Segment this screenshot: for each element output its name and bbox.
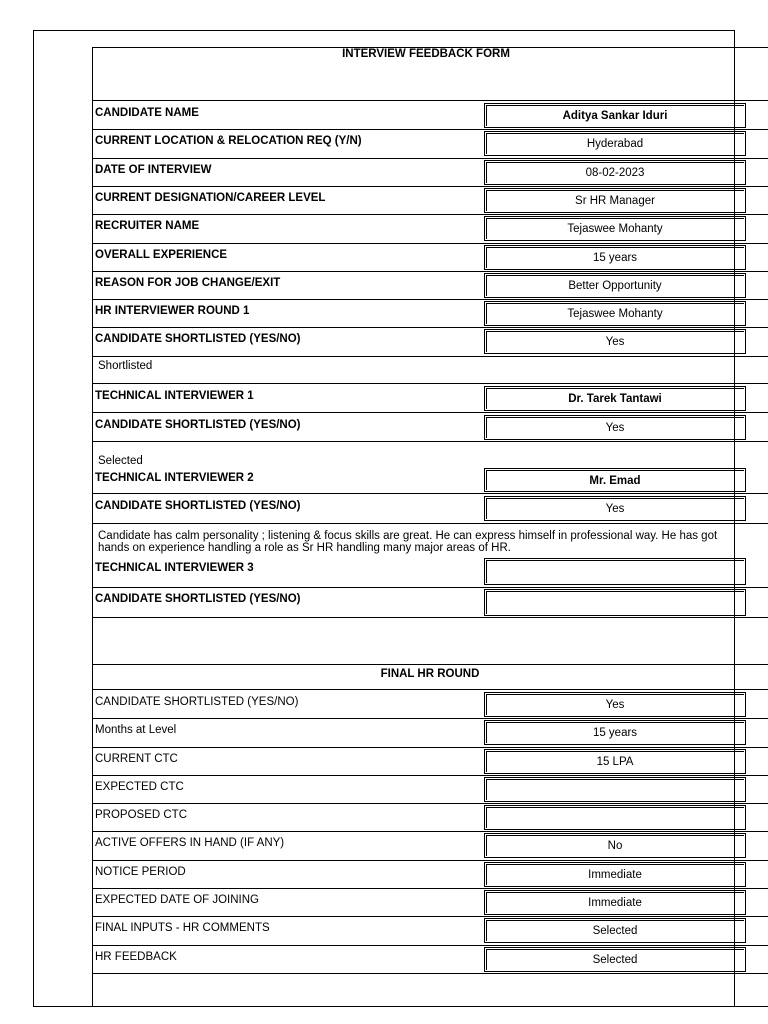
tech3-shortlisted-row (92, 587, 768, 617)
field-value (484, 558, 746, 585)
field-label: CURRENT CTC (95, 753, 178, 765)
tech2-shortlisted-row (92, 494, 768, 522)
field-value: 15 years (484, 245, 746, 270)
final-row (92, 690, 768, 718)
final-row (92, 860, 768, 888)
field-label: DATE OF INTERVIEW (95, 164, 212, 176)
tech2-interviewer-row (92, 466, 768, 493)
field-label: EXPECTED CTC (95, 781, 184, 793)
field-label: ACTIVE OFFERS IN HAND (IF ANY) (95, 837, 285, 849)
field-value: Selected (484, 918, 746, 943)
field-label: CANDIDATE NAME (95, 107, 199, 119)
field-label: REASON FOR JOB CHANGE/EXIT (95, 277, 281, 289)
form-title: INTERVIEW FEEDBACK FORM (342, 48, 510, 60)
tech2-comment: Candidate has calm personality ; listening & focus skills are great. He can express himself in professional way. He has got hands on experience handling a role as Sr HR handling many major areas of HR. (98, 530, 718, 554)
field-label: CURRENT LOCATION & RELOCATION REQ (Y/N) (95, 135, 362, 147)
field-label: CURRENT DESIGNATION/CAREER LEVEL (95, 192, 326, 204)
field-value: 15 LPA (484, 749, 746, 774)
field-label: TECHNICAL INTERVIEWER 1 (95, 390, 254, 402)
field-label: CANDIDATE SHORTLISTED (YES/NO) (95, 593, 301, 605)
field-label: EXPECTED DATE OF JOINING (95, 894, 259, 906)
form-row (92, 214, 768, 242)
field-label: HR FEEDBACK (95, 951, 177, 963)
form-row (92, 186, 768, 214)
field-value: Yes (484, 329, 746, 354)
tech1-interviewer-row (92, 384, 768, 412)
form-row (92, 271, 768, 299)
field-label: Months at Level (95, 724, 177, 736)
field-value (484, 589, 746, 616)
final-row (92, 945, 768, 973)
final-row (92, 831, 768, 859)
field-value: Mr. Emad (484, 468, 746, 492)
field-value: No (484, 833, 746, 858)
field-value (484, 777, 746, 802)
final-hr-round-title: FINAL HR ROUND (380, 668, 480, 680)
row-divider (92, 523, 768, 524)
field-label: HR INTERVIEWER ROUND 1 (95, 305, 250, 317)
field-label: TECHNICAL INTERVIEWER 3 (95, 562, 254, 574)
field-value: Immediate (484, 862, 746, 887)
field-label: PROPOSED CTC (95, 809, 188, 821)
field-value: Yes (484, 496, 746, 521)
field-value: Better Opportunity (484, 273, 746, 298)
field-label: RECRUITER NAME (95, 220, 200, 232)
form-row (92, 129, 768, 157)
row-divider (92, 617, 768, 618)
form-row (92, 243, 768, 271)
tech1-shortlisted-row (92, 413, 768, 441)
field-label: CANDIDATE SHORTLISTED (YES/NO) (95, 696, 299, 708)
final-row (92, 718, 768, 746)
field-value: Aditya Sankar Iduri (484, 103, 746, 128)
hr1-comment: Shortlisted (98, 360, 153, 372)
field-value: Immediate (484, 890, 746, 915)
field-value: 15 years (484, 720, 746, 745)
final-row (92, 888, 768, 916)
field-value: Dr. Tarek Tantawi (484, 386, 746, 411)
field-label: OVERALL EXPERIENCE (95, 249, 228, 261)
form-row (92, 158, 768, 186)
row-divider (92, 973, 768, 974)
field-value: Selected (484, 947, 746, 972)
field-value: Sr HR Manager (484, 188, 746, 213)
tech3-interviewer-row (92, 556, 768, 586)
final-row (92, 747, 768, 775)
field-value: 08-02-2023 (484, 160, 746, 185)
field-label: CANDIDATE SHORTLISTED (YES/NO) (95, 500, 301, 512)
field-value: Tejaswee Mohanty (484, 216, 746, 241)
final-row (92, 775, 768, 803)
row-divider (92, 664, 768, 665)
final-row (92, 916, 768, 944)
field-value: Yes (484, 415, 746, 440)
field-label: CANDIDATE SHORTLISTED (YES/NO) (95, 419, 301, 431)
form-row (92, 299, 768, 327)
row-divider (92, 356, 768, 357)
field-value: Hyderabad (484, 131, 746, 156)
field-label: CANDIDATE SHORTLISTED (YES/NO) (95, 333, 301, 345)
field-label: FINAL INPUTS - HR COMMENTS (95, 922, 270, 934)
final-row (92, 803, 768, 831)
field-value (484, 805, 746, 830)
form-row (92, 101, 768, 129)
field-value: Yes (484, 692, 746, 717)
sheet-bottom-border (92, 1006, 768, 1007)
field-label: TECHNICAL INTERVIEWER 2 (95, 472, 254, 484)
field-label: NOTICE PERIOD (95, 866, 186, 878)
tech1-comment: Selected (98, 455, 143, 467)
row-divider (92, 441, 768, 442)
form-row (92, 327, 768, 355)
field-value: Tejaswee Mohanty (484, 301, 746, 326)
